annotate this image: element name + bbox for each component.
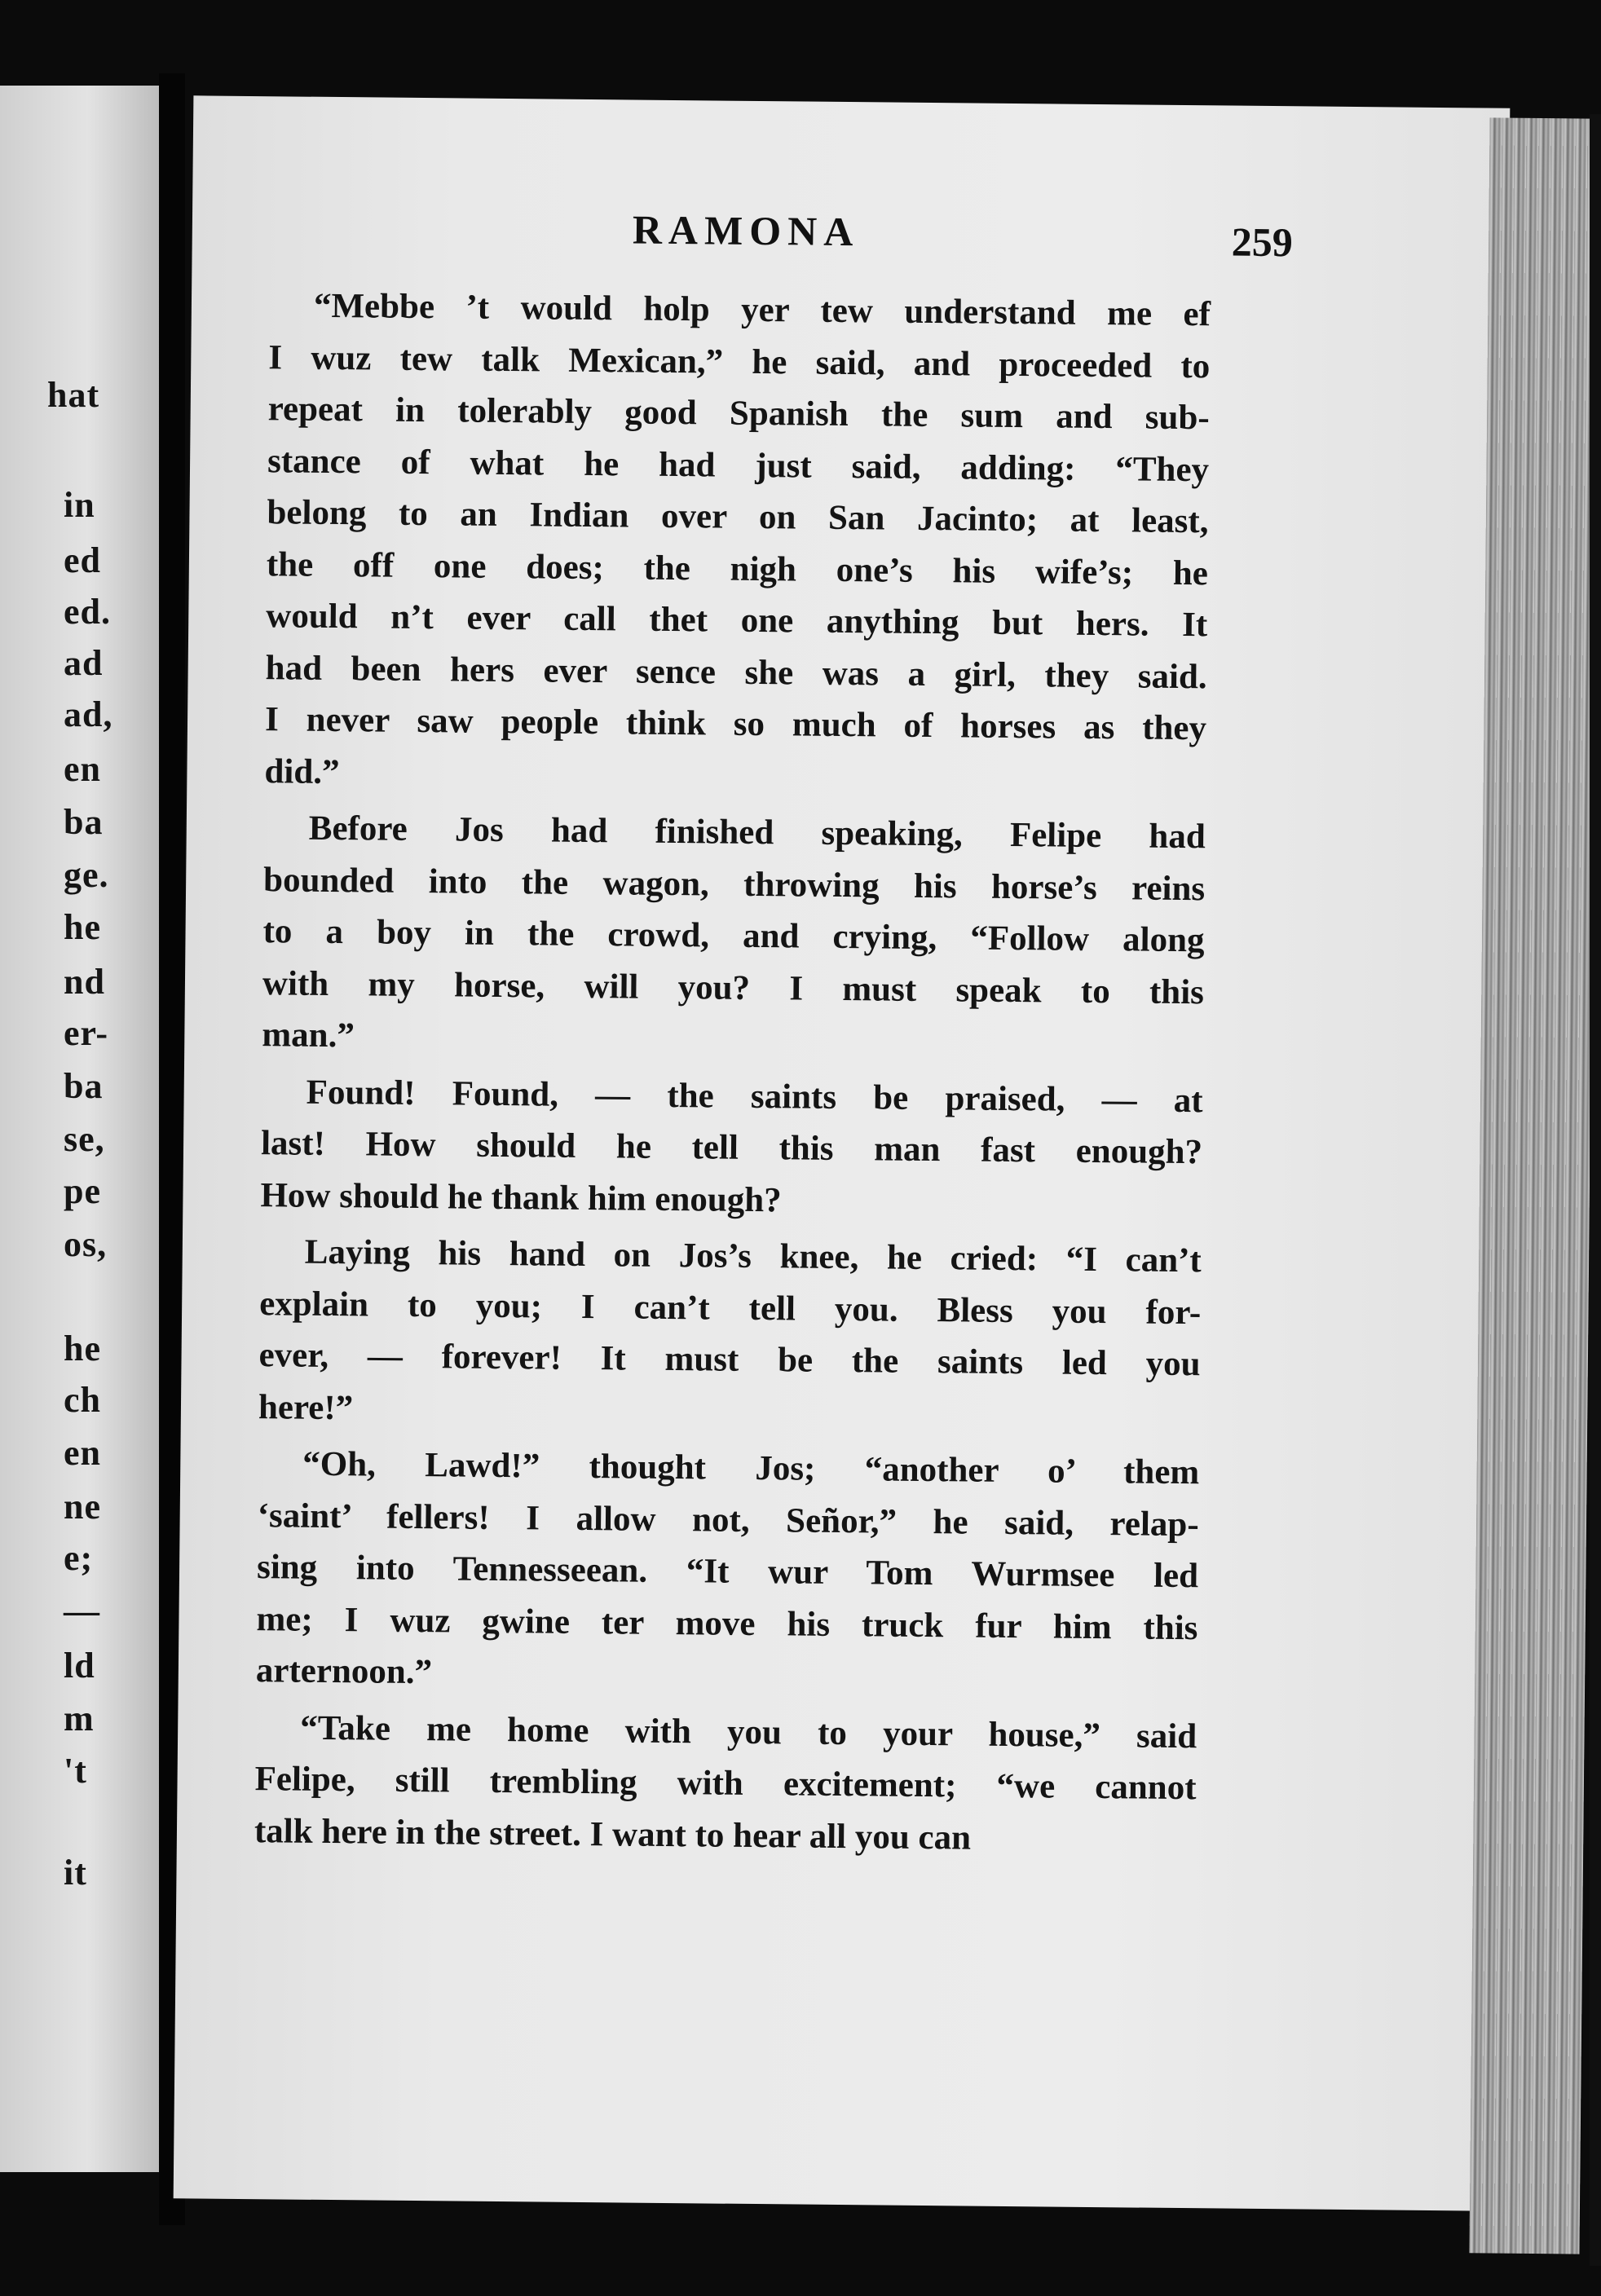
text-line: me; I wuz gwine ter move his truck fur him this <box>256 1599 1198 1647</box>
left-page-fragment: ed <box>64 540 101 581</box>
text-line: stance of what he had just said, adding: “They <box>267 441 1210 489</box>
left-page-fragment: it <box>64 1852 87 1893</box>
text-line: Found! Found, — the saints be praised, — at <box>306 1073 1203 1120</box>
left-page-fragment: pe <box>64 1171 101 1212</box>
left-page-fragment: os, <box>64 1224 108 1265</box>
left-page-fragment: ch <box>64 1380 101 1420</box>
text-line: repeat in tolerably good Spanish the sum and sub- <box>267 390 1210 438</box>
left-page-fragment: se, <box>64 1118 105 1159</box>
paragraph <box>254 1702 1197 1866</box>
text-line: Felipe, still trembling with excitement; “we cannot <box>254 1760 1197 1808</box>
text-line: with my horse, will you? I must speak to this <box>262 963 1205 1011</box>
left-page-fragment: ba <box>64 801 104 842</box>
text-line: “Mebbe ’t would holp yer tew understand me ef <box>313 286 1211 334</box>
left-page-fragment: in <box>64 485 95 525</box>
body-text <box>254 280 1211 1871</box>
paragraph <box>258 1226 1202 1442</box>
text-line: ever, — forever! It must be the saints led you <box>258 1336 1201 1384</box>
text-line: belong to an Indian over on San Jacinto; at least, <box>267 493 1209 541</box>
text-line: last! How should he tell this man fast enough? <box>260 1124 1203 1172</box>
text-line: ‘saint’ fellers! I allow not, Señor,” he said, relap- <box>257 1496 1199 1544</box>
left-page-fragment: er- <box>64 1013 109 1053</box>
text-line: would n’t ever call thet one anything but hers. It <box>266 597 1208 645</box>
left-page-fragment: ed. <box>64 592 111 632</box>
paragraph <box>256 1438 1200 1706</box>
left-page-fragment: ad <box>64 643 104 684</box>
left-page-fragment: e; <box>64 1538 94 1579</box>
text-line: man.” <box>262 1016 355 1055</box>
text-line: Before Jos had finished speaking, Felipe had <box>308 809 1206 857</box>
left-page-fragment: m <box>64 1698 95 1739</box>
text-line: sing into Tennesseean. “It wur Tom Wurmsee led <box>256 1548 1199 1596</box>
text-line: “Take me home with you to your house,” said <box>299 1708 1197 1756</box>
left-page-fragment: — <box>64 1591 100 1632</box>
book-page <box>174 95 1511 2210</box>
facing-page-left <box>0 86 159 2172</box>
left-page-fragment: en <box>64 1432 101 1473</box>
left-page-fragment: ba <box>64 1065 104 1106</box>
text-line: explain to you; I can’t tell you. Bless you for- <box>258 1284 1202 1332</box>
page-number: 259 <box>1231 218 1294 266</box>
text-line: did.” <box>264 751 340 791</box>
left-page-fragment: ge. <box>64 854 109 895</box>
left-page-fragment: ad, <box>64 694 113 735</box>
text-line: bounded into the wagon, throwing his horse’s reins <box>262 860 1206 908</box>
text-line: “Oh, Lawd!” thought Jos; “another o’ them <box>302 1444 1200 1492</box>
paragraph <box>264 280 1211 806</box>
left-page-fragment: 't <box>64 1751 87 1791</box>
text-line: to a boy in the crowd, and crying, “Follow along <box>262 912 1205 960</box>
left-page-fragment: ne <box>64 1487 101 1527</box>
text-line: I never saw people think so much of horses as they <box>264 700 1207 748</box>
page-edges <box>1469 117 1599 2254</box>
text-line: talk here in the street. I want to hear all you can <box>254 1811 972 1858</box>
text-line: How should he thank him enough? <box>260 1175 782 1219</box>
edge-shadow <box>1590 114 1601 2266</box>
paragraph <box>260 1066 1203 1231</box>
left-page-fragment: he <box>64 1329 101 1368</box>
paragraph <box>262 802 1206 1070</box>
running-title: RAMONA <box>632 206 860 255</box>
text-line: Laying his hand on Jos’s knee, he cried: “I can’t <box>304 1232 1202 1280</box>
text-line: the off one does; the nigh one’s his wife’s; he <box>266 544 1209 593</box>
text-line: arternoon.” <box>255 1651 433 1692</box>
left-page-fragment: nd <box>64 962 105 1002</box>
left-page-fragment: en <box>64 749 101 789</box>
text-line: had been hers ever sence she was a girl, they said. <box>265 648 1207 696</box>
text-line: I wuz tew talk Mexican,” he said, and proceeded to <box>268 337 1211 386</box>
left-page-fragment: he <box>64 907 101 948</box>
left-page-fragment: ld <box>64 1645 95 1686</box>
text-line: here!” <box>258 1387 354 1427</box>
left-page-fragment: hat <box>47 375 100 415</box>
